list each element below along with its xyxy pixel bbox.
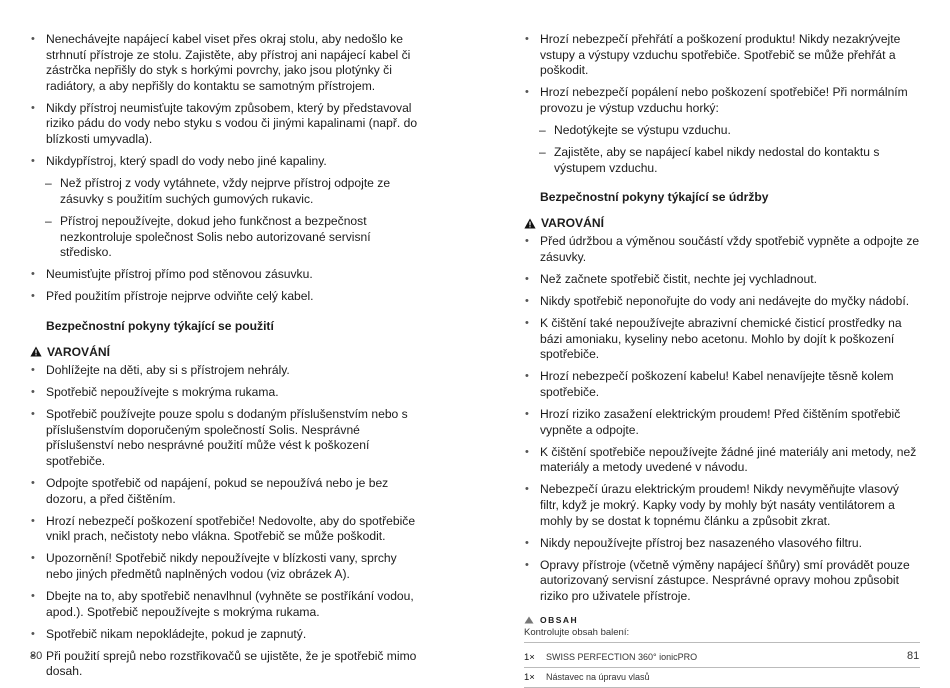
- left-list-1: [30, 32, 425, 305]
- table-row: [524, 667, 920, 687]
- package-contents: [524, 615, 920, 688]
- list-item: • Dohlížejte na děti, aby si s přístrojem nehrály.: [30, 363, 425, 379]
- dash-item: – Zajistěte, aby se napájecí kabel nikdy nedostal do kontaktu s výstupem vzduchu.: [524, 145, 920, 176]
- list-item: • Hrozí riziko zasažení elektrickým proudem! Před čištěním spotřebič vypněte a odpojte.: [524, 407, 920, 438]
- list-item: • Hrozí nebezpečí poškození spotřebiče! Nedovolte, aby do spotřebiče vnikl prach, nečistoty nebo vlákna. Spotřebič se může poškodit.: [30, 514, 425, 545]
- list-item: • Upozornění! Spotřebič nikdy nepoužívejte v blízkosti vany, sprchy nebo jiných předmětů naplněných vodou (viz obrázek A).: [30, 551, 425, 582]
- page-number-left: 80: [30, 650, 43, 662]
- qty-cell: 1×: [524, 648, 546, 668]
- item-cell: Nástavec na úpravu vlasů: [546, 667, 920, 687]
- list-item: • Spotřebič nikam nepokládejte, pokud je zapnutý.: [30, 627, 425, 643]
- list-item: • Nikdypřístroj, který spadl do vody nebo jiné kapaliny.: [30, 154, 425, 170]
- qty-cell: 1×: [524, 667, 546, 687]
- list-item: • Hrozí nebezpečí popálení nebo poškození spotřebiče! Při normálním provozu je výstup vzduchu horký:: [524, 85, 920, 116]
- dash-item: – Nedotýkejte se výstupu vzduchu.: [524, 123, 920, 139]
- right-list-1: [524, 32, 920, 176]
- table-row: [524, 648, 920, 668]
- list-item: • K čištění spotřebiče nepoužívejte žádné jiné materiály ani metody, než materiály a metody uvedené v návodu.: [524, 445, 920, 476]
- list-item: • Nebezpečí úrazu elektrickým proudem! Nikdy nevyměňujte vlasový filtr, když je mokrý. Kapky vody by mohly být nasáty ventilátorem a mohly by se dostat k topnému článku a způsobit zkrat.: [524, 482, 920, 529]
- right-page: [524, 32, 920, 688]
- contents-title: [524, 615, 920, 625]
- left-page: [30, 32, 425, 687]
- list-item: • Než začnete spotřebič čistit, nechte jej vychladnout.: [524, 272, 920, 288]
- list-item: • Odpojte spotřebič od napájení, pokud se nepoužívá nebo je bez dozoru, a před čištěním.: [30, 476, 425, 507]
- right-list-2: [524, 234, 920, 604]
- list-item: • Nikdy spotřebič neponořujte do vody ani nedávejte do myčky nádobí.: [524, 294, 920, 310]
- contents-table: [524, 648, 920, 688]
- triangle-up-icon: [524, 616, 534, 624]
- dash-item: – Než přístroj z vody vytáhnete, vždy nejprve přístroj odpojte ze zásuvky s použitím suchých gumových rukavic.: [30, 176, 425, 207]
- list-item: • Při použití sprejů nebo rozstřikovačů se ujistěte, že je spotřebič mimo dosah.: [30, 649, 425, 680]
- item-cell: SWISS PERFECTION 360° ionicPRO: [546, 648, 920, 668]
- list-item: • Hrozí nebezpečí poškození kabelu! Kabel nenavíjejte těsně kolem spotřebiče.: [524, 369, 920, 400]
- contents-title-text: OBSAH: [540, 614, 579, 625]
- section-heading-use: Bezpečnostní pokyny týkající se použití: [46, 318, 274, 333]
- warning-text: VAROVÁNÍ: [541, 216, 604, 231]
- list-item: • Neumisťujte přístroj přímo pod stěnovou zásuvku.: [30, 267, 425, 283]
- page-number-right: 81: [907, 650, 920, 662]
- left-list-2: [30, 363, 425, 680]
- warning-triangle-icon: [524, 218, 536, 229]
- list-item: • K čištění také nepoužívejte abrazivní chemické čisticí prostředky na bázi amoniaku, kyseliny nebo acetonu. Mohlo by dojít k poškození spotřebiče.: [524, 316, 920, 363]
- warning-label: [524, 216, 920, 230]
- list-item: • Hrozí nebezpečí přehřátí a poškození produktu! Nikdy nezakrývejte vstupy a výstupy vzduchu spotřebiče. Spotřebič se může přehřát a poškodit.: [524, 32, 920, 79]
- list-item: • Nikdy nepoužívejte přístroj bez nasazeného vlasového filtru.: [524, 536, 920, 552]
- contents-subtitle: Kontrolujte obsah balení:: [524, 627, 920, 643]
- warning-label: [30, 345, 425, 359]
- section-heading-maintenance: Bezpečnostní pokyny týkající se údržby: [540, 190, 769, 205]
- list-item: • Před údržbou a výměnou součástí vždy spotřebič vypněte a odpojte ze zásuvky.: [524, 234, 920, 265]
- list-item: • Nikdy přístroj neumisťujte takovým způsobem, který by představoval riziko pádu do vody nebo styku s vodou či jinými kapalinami (např. do blízkosti umyvadla).: [30, 101, 425, 148]
- list-item: • Dbejte na to, aby spotřebič nenavlhnul (vyhněte se postříkání vodou, apod.). Spotřebič nepoužívejte s mokrýma rukama.: [30, 589, 425, 620]
- warning-triangle-icon: [30, 346, 42, 357]
- list-item: • Opravy přístroje (včetně výměny napájecí šňůry) smí provádět pouze autorizovaný servisní zástupce. Nesprávné opravy mohou způsobit riziko pro uživatele přístroje.: [524, 558, 920, 605]
- dash-item: – Přístroj nepoužívejte, dokud jeho funkčnost a bezpečnost nezkontroluje společnost Solis nebo autorizované servisní středisko.: [30, 214, 425, 261]
- list-item: • Spotřebič používejte pouze spolu s dodaným příslušenstvím nebo s příslušenstvím doporučeným společností Solis. Nesprávné příslušenství nebo nesprávné použití může vést k poškození spotřebiče.: [30, 407, 425, 469]
- list-item: • Nenechávejte napájecí kabel viset přes okraj stolu, aby nedošlo ke strhnutí přístroje ze stolu. Zajistěte, aby přístroj ani napájecí kabel či zástrčka nepřišly do styk s horkými povrchy, jako jsou plotýnky či radiátory, a aby nepřišly do kontaktu se samotným přístrojem.: [30, 32, 425, 94]
- list-item: • Před použitím přístroje nejprve odviňte celý kabel.: [30, 289, 425, 305]
- list-item: • Spotřebič nepoužívejte s mokrýma rukama.: [30, 385, 425, 401]
- warning-text: VAROVÁNÍ: [47, 344, 110, 359]
